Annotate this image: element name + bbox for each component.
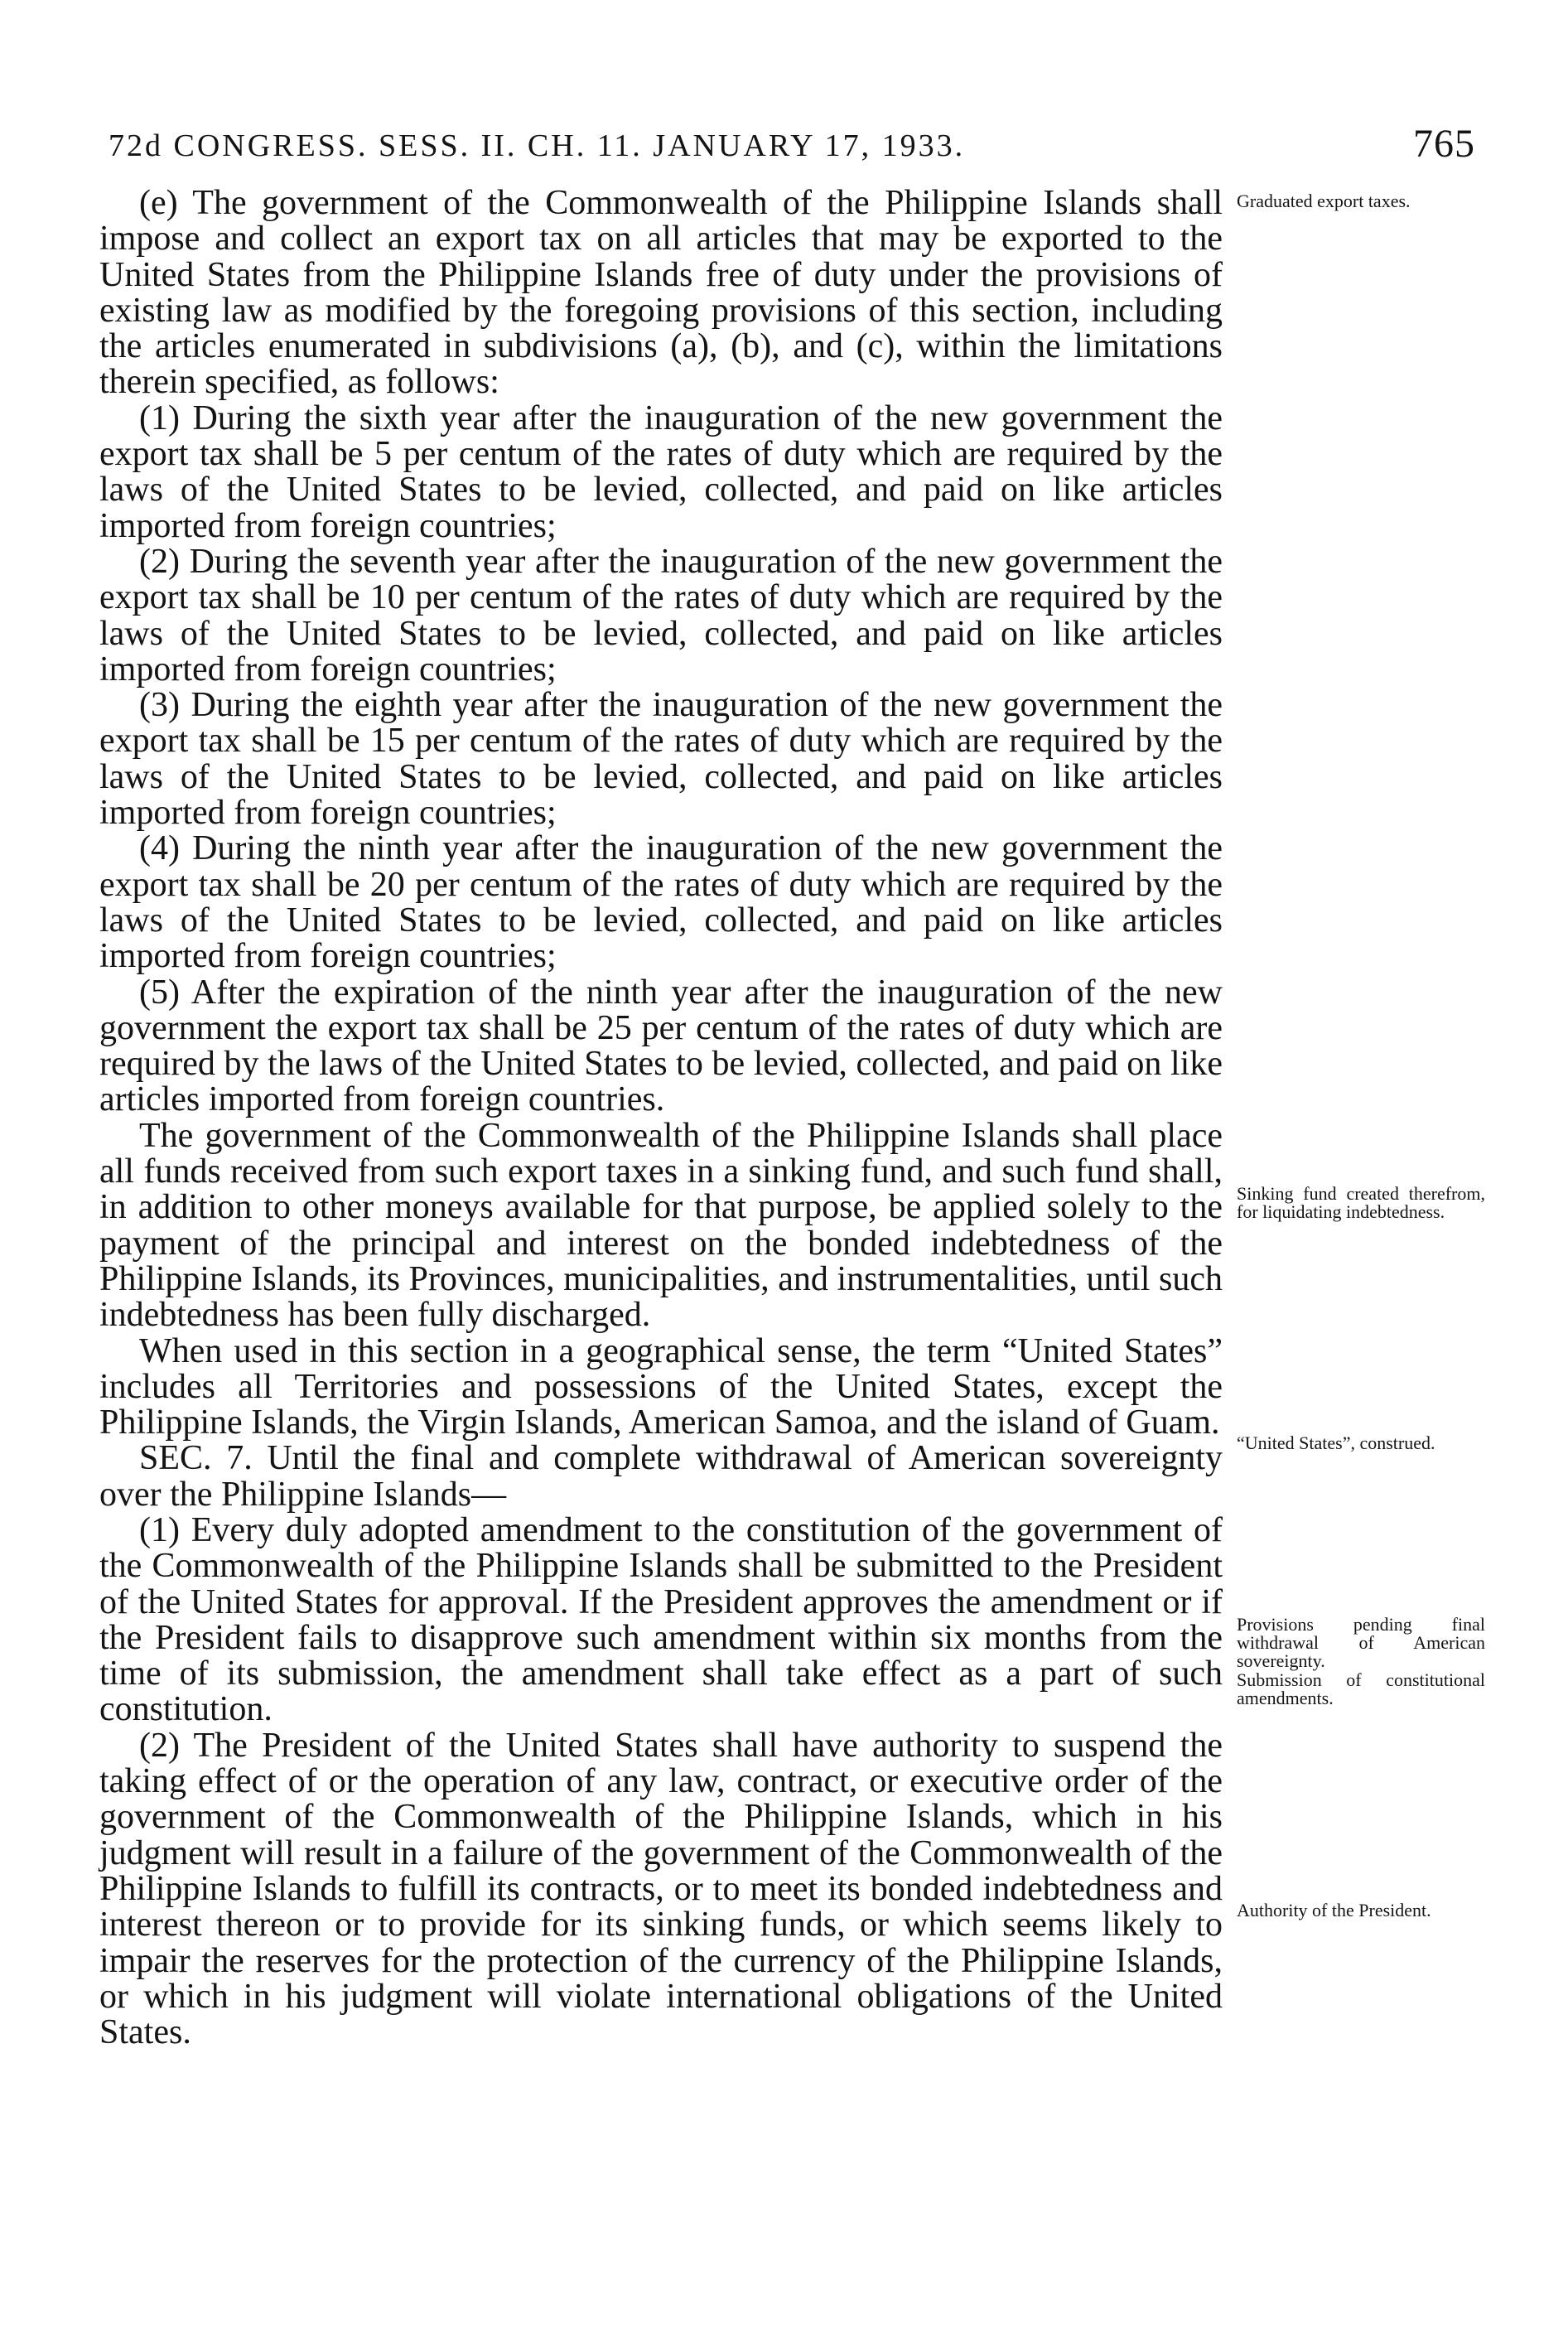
margin-note-constitutional-amendments: Submission of constitutional amendments. xyxy=(1237,1669,1485,1708)
paragraph-sec-7-2-president-authority: (2) The President of the United States shall have authority to suspend the taking effect of or the operation of any law, contract, or executive order of the government of the Commonwealth of the Philippine Islands, which in his judgment will result in a failure of the government of the Commonwealth of the Philippine Islands to fulfill its contracts, or to meet its bonded indebtedness and interest thereon or to provide for its sinking funds, or which seems likely to impair the reserves for the protection of the currency of the Philippine Islands, or which in his judgment will violate international obligations of the United States. xyxy=(99,1726,1223,2052)
margin-note-provisions-pending-withdrawal: Provisions pending final withdrawal of American sovereignty. xyxy=(1237,1614,1485,1671)
paragraph-4-ninth-year: (4) During the ninth year after the inauguration of the new government the export tax shall be 20 per centum of the rates of duty which are required by the laws of the United States to be levied, collected, and paid on like articles imported from foreign countries; xyxy=(99,829,1223,976)
paragraph-united-states-definition: When used in this section in a geographical sense, the term “United States” includes all Territories and possessions of the United States, except the Philippine Islands, the Virgin Islands, American Samoa, and the island of Guam. xyxy=(99,1331,1223,1442)
paragraph-5-after-ninth-year: (5) After the expiration of the ninth year after the inauguration of the new government the export tax shall be 25 per centum of the rates of duty which are required by the laws of the United States to be levied, collected, and paid on like articles imported from foreign countries. xyxy=(99,973,1223,1119)
margin-note-united-states-construed: “United States”, construed. xyxy=(1237,1432,1435,1453)
paragraph-sec-7-1-amendments: (1) Every duly adopted amendment to the constitution of the government of the Commonwealth of the Philippine Islands shall be submitted to the President of the United States for approval. If the President approves the amendment or if the President fails to disapprove such amendment within six months from the time of its submission, the amendment shall take effect as a part of such constitution. xyxy=(99,1510,1223,1729)
page-header xyxy=(109,121,1475,171)
running-head: 72d CONGRESS. SESS. II. CH. 11. JANUARY 17, 1933. xyxy=(109,128,966,163)
margin-note-sinking-fund: Sinking fund created therefrom, for liquidating indebtedness. xyxy=(1237,1183,1485,1222)
margin-note-graduated-export-taxes: Graduated export taxes. xyxy=(1237,191,1411,211)
paragraph-e-export-tax: (e) The government of the Commonwealth of the Philippine Islands shall impose and collect an export tax on all articles that may be exported to the United States from the Philippine Islands free of duty under the provisions of existing law as modified by the foregoing provisions of this section, including the articles enumerated in subdivisions (a), (b), and (c), within the limitations therein specified, as follows: xyxy=(99,184,1223,402)
page-number: 765 xyxy=(1413,122,1475,166)
paragraph-2-seventh-year: (2) During the seventh year after the inauguration of the new government the export tax shall be 10 per centum of the rates of duty which are required by the laws of the United States to be levied, collected, and paid on like articles imported from foreign countries; xyxy=(99,542,1223,688)
paragraph-3-eighth-year: (3) During the eighth year after the inauguration of the new government the export tax shall be 15 per centum of the rates of duty which are required by the laws of the United States to be levied, collected, and paid on like articles imported from foreign countries; xyxy=(99,686,1223,833)
paragraph-1-sixth-year: (1) During the sixth year after the inauguration of the new government the export tax shall be 5 per centum of the rates of duty which are required by the laws of the United States to be levied, collected, and paid on like articles imported from foreign countries; xyxy=(99,399,1223,545)
body-text xyxy=(99,186,1223,2051)
paragraph-sec-7: SEC. 7. Until the final and complete withdrawal of American sovereignty over the Philippine Islands— xyxy=(99,1439,1223,1514)
margin-note-authority-of-president: Authority of the President. xyxy=(1237,1900,1431,1920)
paragraph-sinking-fund: The government of the Commonwealth of the Philippine Islands shall place all funds received from such export taxes in a sinking fund, and such fund shall, in addition to other moneys available for that purpose, be applied solely to the payment of the principal and interest on the bonded indebtedness of the Philippine Islands, its Provinces, municipalities, and instrumentalities, until such indebtedness has been fully discharged. xyxy=(99,1116,1223,1335)
